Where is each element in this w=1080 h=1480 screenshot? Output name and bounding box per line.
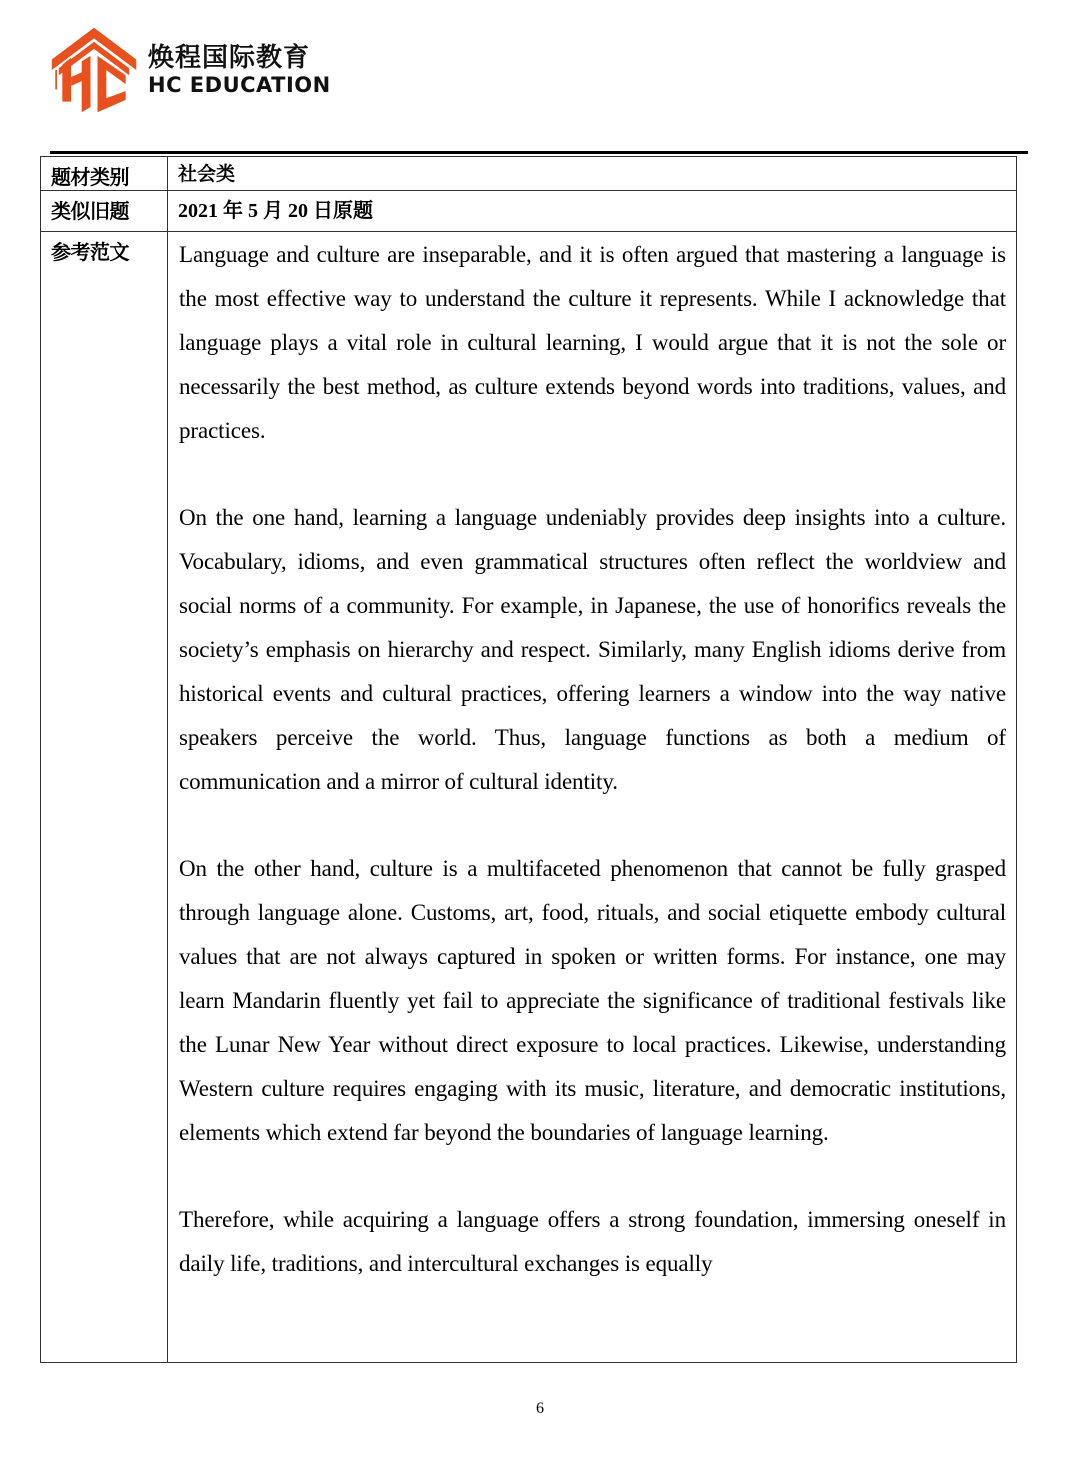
table-row-similar-question (41, 191, 1017, 232)
essay-paragraph-conclusion: Therefore, while acquiring a language offers a strong foundation, immersing oneself in daily life, traditions, and intercultural exchanges is equally (179, 1207, 1006, 1276)
similar-question-label: 类似旧题 (41, 191, 168, 232)
table-row-topic-category (41, 157, 1017, 191)
essay-table (40, 156, 1017, 1363)
sample-essay-body (168, 232, 1017, 1363)
similar-question-value: 2021 年 5 月 20 日原题 (168, 191, 1017, 232)
topic-category-value: 社会类 (168, 157, 1017, 191)
logo-chinese-name: 焕程国际教育 (148, 42, 311, 73)
essay-paragraph-body-1: On the one hand, learning a language undeniably provides deep insights into a culture. Vocabulary, idioms, and even grammatical structures often reflect the worldview and social norms of a community. For example, in Japanese, the use of honorifics reveals the society’s emphasis on hierarchy and respect. Similarly, many English idioms derive from historical events and cultural practices, offering learners a window into the way native speakers perceive the world. Thus, language functions as both a medium of communication and a mirror of cultural identity. (179, 505, 1006, 794)
sample-essay-label: 参考范文 (41, 232, 168, 1363)
brand-logo (50, 26, 331, 114)
essay-paragraph-body-2: On the other hand, culture is a multifaceted phenomenon that cannot be fully grasped through language alone. Customs, art, food, rituals, and social etiquette embody cultural values that are not always captured in spoken or written forms. For instance, one may learn Mandarin fluently yet fail to appreciate the significance of traditional festivals like the Lunar New Year without direct exposure to local practices. Likewise, understanding Western culture requires engaging with its music, literature, and democratic institutions, elements which extend far beyond the boundaries of language learning. (179, 856, 1006, 1145)
logo-english-name: HC EDUCATION (148, 72, 331, 97)
topic-category-label: 题材类别 (41, 157, 168, 191)
table-row-sample-essay (41, 232, 1017, 1363)
page-number: 6 (536, 1400, 544, 1417)
header-rule (50, 151, 1028, 154)
essay-paragraph-intro: Language and culture are inseparable, and it is often argued that mastering a language is the most effective way to understand the culture it represents. While I acknowledge that language plays a vital role in cultural learning, I would argue that it is not the sole or necessarily the best method, as culture extends beyond words into traditions, values, and practices. (179, 242, 1006, 443)
hc-house-logo-icon (50, 26, 138, 114)
